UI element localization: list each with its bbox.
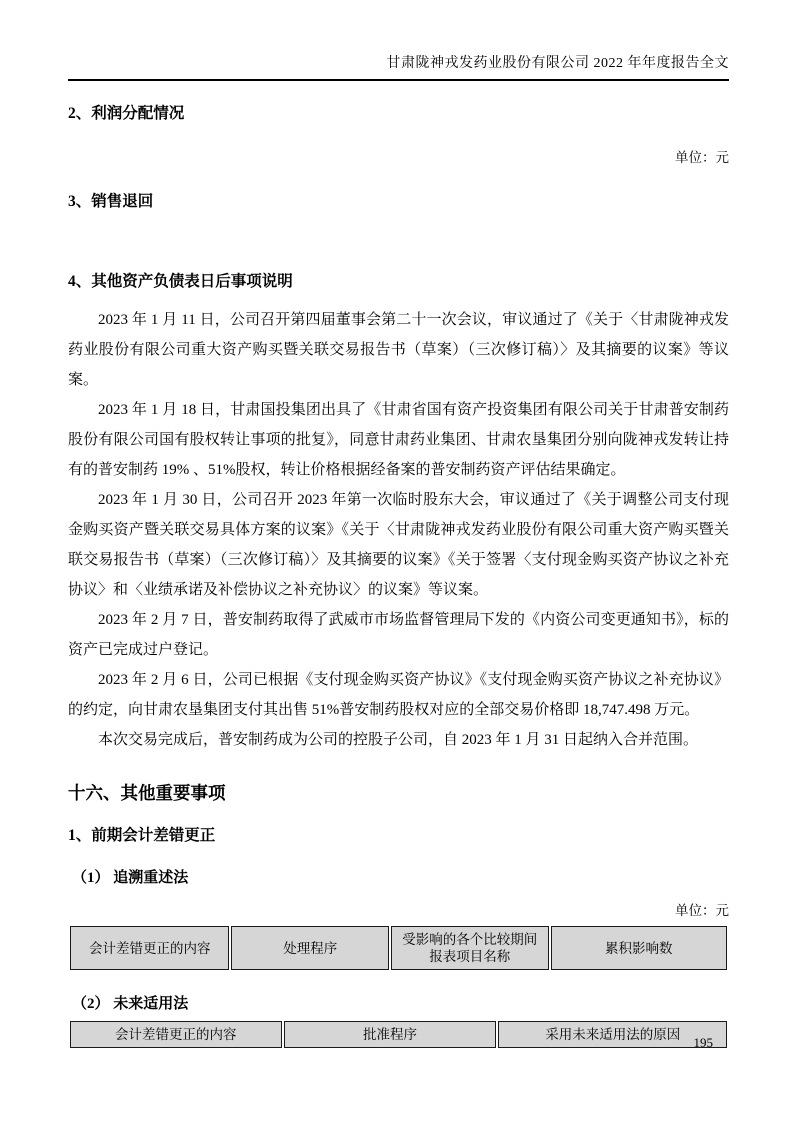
retrospective-restatement-table — [68, 924, 729, 972]
page-number: 195 — [693, 1035, 713, 1050]
col-header-prospective-reason: 采用未来适用法的原因 — [498, 1021, 727, 1048]
unit-label-profit: 单位：元 — [675, 150, 729, 165]
col-header-correction-content: 会计差错更正的内容 — [70, 926, 229, 970]
col-header-approval-procedure: 批准程序 — [284, 1021, 497, 1048]
post-balance-paragraphs — [68, 305, 729, 755]
col-header-processing-procedure: 处理程序 — [231, 926, 389, 970]
document-header-title: 甘肃陇神戎发药业股份有限公司 2022 年年度报告全文 — [68, 55, 729, 81]
paragraph-board-meeting: 2023 年 1 月 11 日，公司召开第四届董事会第二十一次会议，审议通过了《关于〈甘肃陇神戎发药业股份有限公司重大资产购买暨关联交易报告书（草案）（三次修订稿）〉及其摘要的议案》等议案。 — [68, 312, 729, 388]
col-header-correction-content: 会计差错更正的内容 — [70, 1021, 282, 1048]
table-header-row — [70, 1021, 727, 1048]
paragraph-change-notice: 2023 年 2 月 7 日，普安制药取得了武威市市场监督管理局下发的《内资公司变更通知书》，标的资产已完成过户登记。 — [68, 612, 729, 658]
heading-prior-error-correction: 1、前期会计差错更正 — [68, 827, 216, 844]
paragraph-shareholders-meeting: 2023 年 1 月 30 日，公司召开 2023 年第一次临时股东大会，审议通过了《关于调整公司支付现金购买资产暨关联交易具体方案的议案》《关于〈甘肃陇神戎发药业股份有限公司重大资产购买暨关联交易报告书（草案）（三次修订稿）〉及其摘要的议案》《关于签署〈支付现金购买资产协议之补充协议〉和〈业绩承诺及补偿协议之补充协议〉的议案》等议案。 — [68, 492, 729, 598]
col-header-affected-report-items: 受影响的各个比较期间报表项目名称 — [391, 926, 549, 970]
unit-label-retrospective: 单位：元 — [675, 903, 729, 918]
paragraph-payment: 2023 年 2 月 6 日，公司已根据《支付现金购买资产协议》《支付现金购买资产协议之补充协议》的约定，向甘肃农垦集团支付其出售 51%普安制药股权对应的全部交易价格即 18,747.498 万元。 — [68, 672, 729, 718]
heading-post-balance-events: 4、其他资产负债表日后事项说明 — [68, 273, 293, 290]
paragraph-consolidation: 本次交易完成后，普安制药成为公司的控股子公司，自 2023 年 1 月 31 日起纳入合并范围。 — [98, 732, 699, 748]
table-header-row — [70, 926, 727, 970]
prospective-application-table — [68, 1019, 729, 1050]
heading-prospective-application: （2） 未来适用法 — [72, 996, 189, 1012]
heading-other-important-matters: 十六、其他重要事项 — [68, 783, 226, 803]
paragraph-approval-reply: 2023 年 1 月 18 日，甘肃国投集团出具了《甘肃省国有资产投资集团有限公司关于甘肃普安制药股份有限公司国有股权转让事项的批复》，同意甘肃药业集团、甘肃农垦集团分别向陇神戎发转让持有的普安制药 19% 、51%股权，转让价格根据经备案的普安制药资产评估结果确定。 — [68, 402, 729, 478]
heading-sales-return: 3、销售退回 — [68, 193, 154, 210]
col-header-cumulative-impact: 累积影响数 — [551, 926, 727, 970]
heading-profit-distribution: 2、利润分配情况 — [68, 105, 185, 122]
heading-retrospective-restatement: （1） 追溯重述法 — [72, 870, 189, 886]
